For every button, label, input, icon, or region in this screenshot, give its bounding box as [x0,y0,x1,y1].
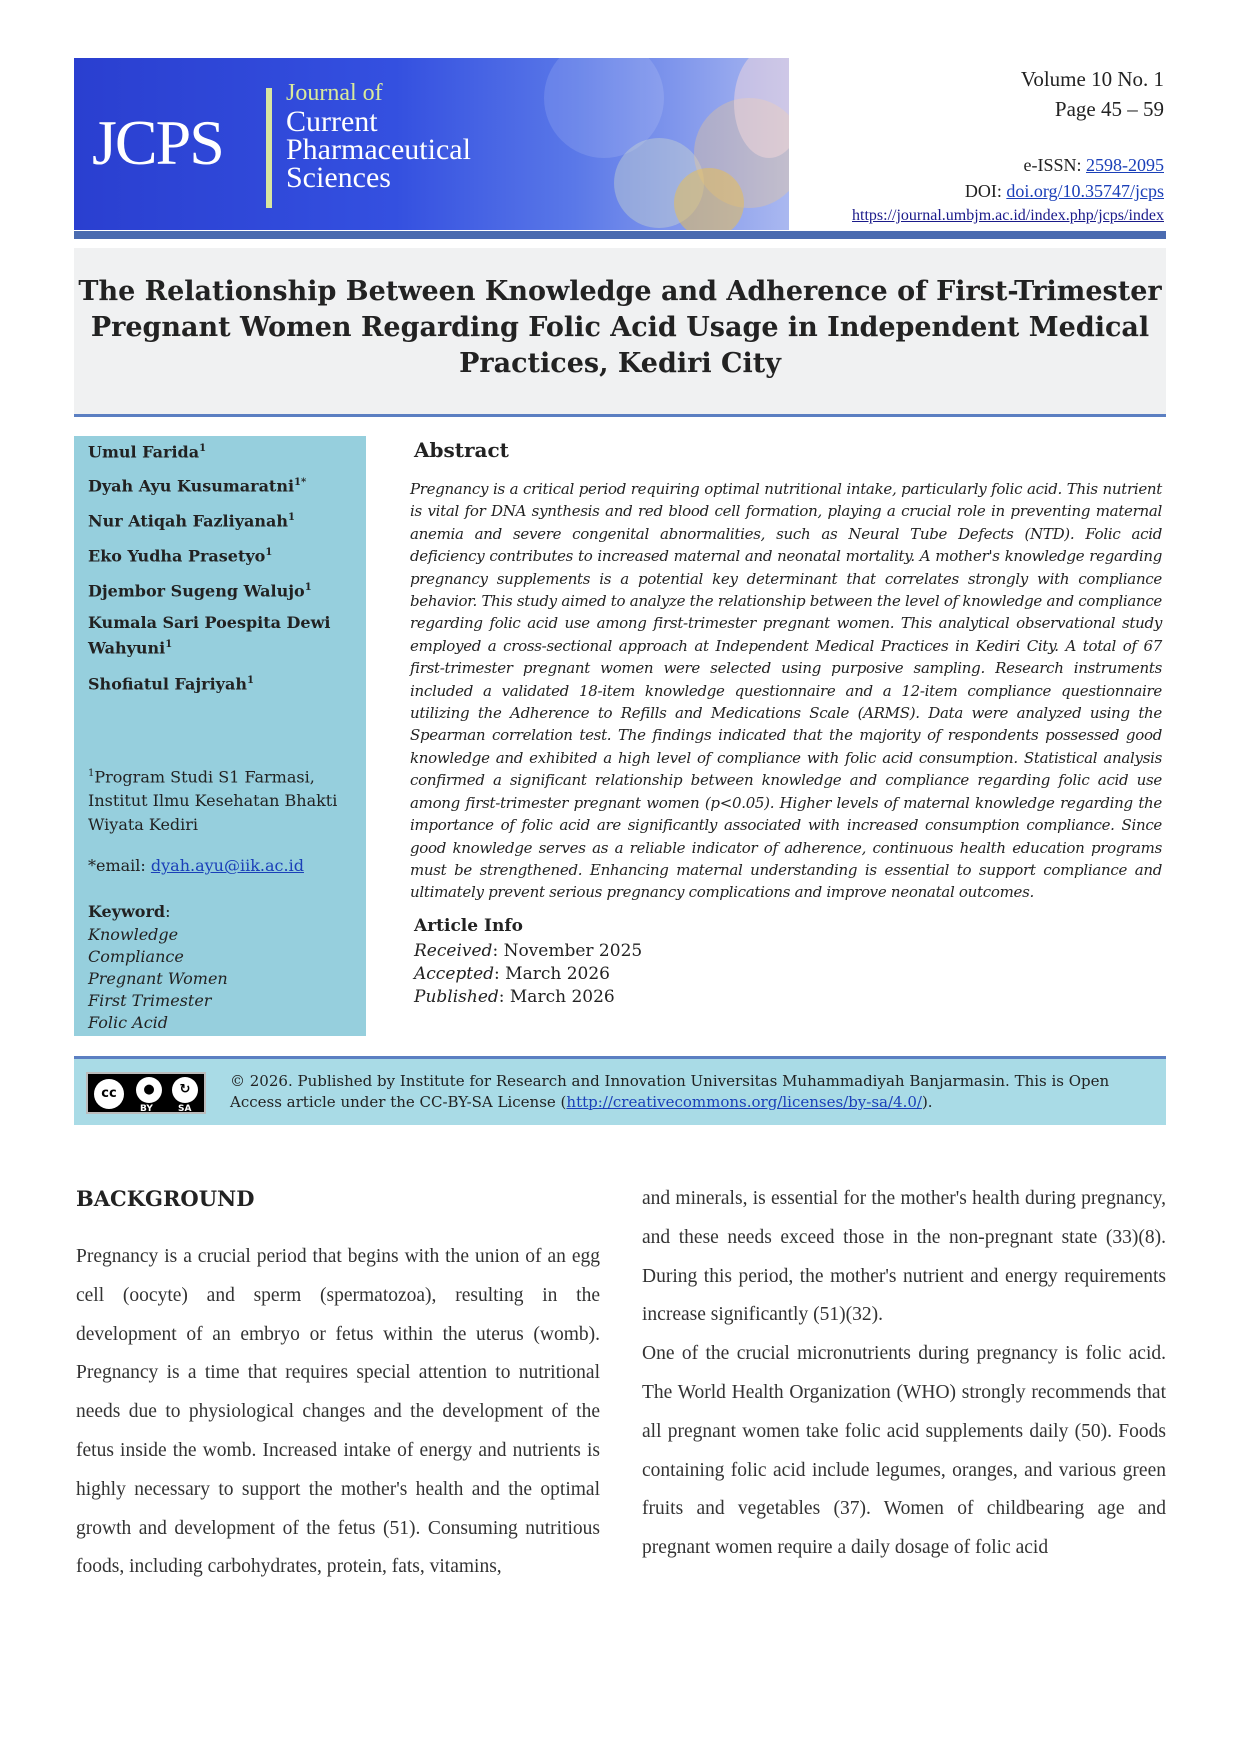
body-paragraph: One of the crucial micronutrients during pregnancy is folic acid. The World Health Organization (WHO) strongly recommends that all pregnant women take folic acid supplements daily (50). Foods containing folic acid include legumes, oranges, and various green fruits and vegetables (37). Women of childbearing age and pregnant women require a daily dosage of folic acid [642,1343,1166,1559]
keyword-item: Compliance [88,947,184,966]
caduceus-icon [266,88,272,208]
corresponding-email [88,854,304,878]
eissn-label: e-ISSN: [1023,155,1086,175]
accepted-date: Accepted: March 2026 [414,964,610,984]
title-divider [74,414,1166,417]
share-alike-icon: ↻ [172,1077,198,1103]
page-range: Page 45 – 59 [1054,97,1164,121]
author-name: Dyah Ayu Kusumaratni$^{1*}$ [88,476,307,496]
body-column-left [76,1238,600,1587]
article-info-heading: Article Info [414,916,523,936]
body-paragraph: Pregnancy is a crucial period that begins with the union of an egg cell (oocyte) and sperm (spermatozoa), resulting in the development of an embryo or fetus within the uterus (womb). Pregnancy is a time that requires special attention to nutritional needs due to physiological changes and the development of the fetus inside the womb. Increased intake of energy and nutrients is highly necessary to support the mother's health and the optimal growth and development of the fetus (51). Consuming nutritious foods, including carbohydrates, protein, fats, vitamins, [76,1246,600,1578]
keyword-item: Knowledge [88,925,179,944]
license-text: © 2026. Published by Institute for Research and Innovation Universitas Muhammadiyah Banjarmasin. This is Open Access article under the CC-BY-SA License (http://creativecommons.org/licenses/by-sa/4.0/). [230,1072,1110,1111]
author-affiliation: $^1$Program Studi S1 Farmasi, Institut Ilmu Kesehatan Bhakti Wiyata Kediri [88,767,338,835]
keyword-item: Pregnant Women [88,969,228,988]
article-title: The Relationship Between Knowledge and Adherence of First-Trimester Pregnant Women Regarding Folic Acid Usage in Independent Medical Practices, Kediri City [78,276,1162,379]
license-link[interactable]: http://creativecommons.org/licenses/by-sa/4.0/ [566,1093,922,1111]
author-name: Djembor Sugeng Walujo$^1$ [88,581,312,601]
cc-icon: cc [94,1079,124,1109]
body-paragraph: and minerals, is essential for the mother's health during pregnancy, and these needs exceed those in the non-pregnant state (33)(8). During this period, the mother's nutrient and energy requirements increase significantly (51)(32). [642,1188,1166,1326]
author-name: Kumala Sari Poespita Dewi Wahyuni$^1$ [88,613,331,658]
abstract-text: Pregnancy is a critical period requiring optimal nutritional intake, particularly folic acid. This nutrient is vital for DNA synthesis and red blood cell formation, playing a crucial role in preventing maternal anemia and severe congenital abnormalities, such as Neural Tube Defects (NTD). Folic acid deficiency contributes to increased maternal and neonatal mortality. A mother's knowledge regarding pregnancy supplements is a potential key determinant that correlates strongly with compliance behavior. This study aimed to analyze the relationship between the level of knowledge and compliance regarding folic acid use among first-trimester pregnant women. This analytical observational study employed a cross-sectional approach at Independent Medical Practices in Kediri City. A total of 67 first-trimester pregnant women were selected using purposive sampling. Research instruments included a validated 18-item knowledge questionnaire and a 12-item compliance questionnaire utilizing the Adherence to Refills and Medications Scale (ARMS). Data were analyzed using the Spearman correlation test. The findings indicated that the majority of respondents possessed good knowledge and exhibited a high level of compliance with folic acid consumption. Statistical analysis confirmed a significant relationship between knowledge and compliance regarding folic acid use among first-trimester pregnant women (p<0.05). Higher levels of maternal knowledge regarding the importance of folic acid are significantly associated with increased consumption compliance. Since good knowledge serves as a reliable indicator of adherence, continuous health education programs must be strengthened. Enhancing maternal understanding is essential to support compliance and ultimately prevent serious pregnancy complications and improve neonatal outcomes. [410,480,1162,902]
doi-line [852,178,1164,204]
banner-divider [74,231,1166,239]
author-name: Eko Yudha Prasetyo$^1$ [88,546,273,566]
journal-url-line [852,204,1164,228]
abstract-heading: Abstract [414,438,509,462]
received-date: Received: November 2025 [414,941,643,961]
journal-logo-journal-of: Journal of [286,80,383,106]
journal-url-link[interactable]: https://journal.umbjm.ac.id/index.php/jcps/index [852,207,1164,224]
cc-by-sa-badge-icon [86,1072,206,1114]
journal-logo-abbr: JCPS [92,107,223,178]
badge-sa-label: SA [178,1104,192,1114]
keyword-item: First Trimester [88,991,212,1010]
journal-banner [74,58,789,230]
doi-link[interactable]: doi.org/10.35747/jcps [1006,181,1164,201]
doi-label: DOI: [964,181,1007,201]
author-name: Shofiatul Fajriyah$^1$ [88,674,254,694]
keyword-item: Folic Acid [88,1013,169,1032]
journal-meta [852,64,1164,228]
eissn-line [852,152,1164,178]
email-link[interactable]: dyah.ayu@iik.ac.id [150,856,304,875]
journal-logo-line-2: Pharmaceutical [286,133,471,166]
body-column-right [642,1180,1166,1568]
journal-logo-line-1: Current [286,105,378,138]
author-name: Nur Atiqah Fazliyanah$^1$ [88,511,295,531]
eissn-link[interactable]: 2598-2095 [1086,155,1164,175]
author-name: Umul Farida$^1$ [88,442,207,462]
attribution-icon: ● [136,1077,162,1103]
journal-logo-line-3: Sciences [286,161,391,194]
badge-by-label: BY [140,1104,153,1114]
section-heading: BACKGROUND [76,1186,255,1211]
published-date: Published: March 2026 [414,987,615,1007]
keyword-heading: Keyword: [88,902,171,921]
email-label: *email: [88,856,151,875]
volume-number: Volume 10 No. 1 [1020,67,1164,91]
